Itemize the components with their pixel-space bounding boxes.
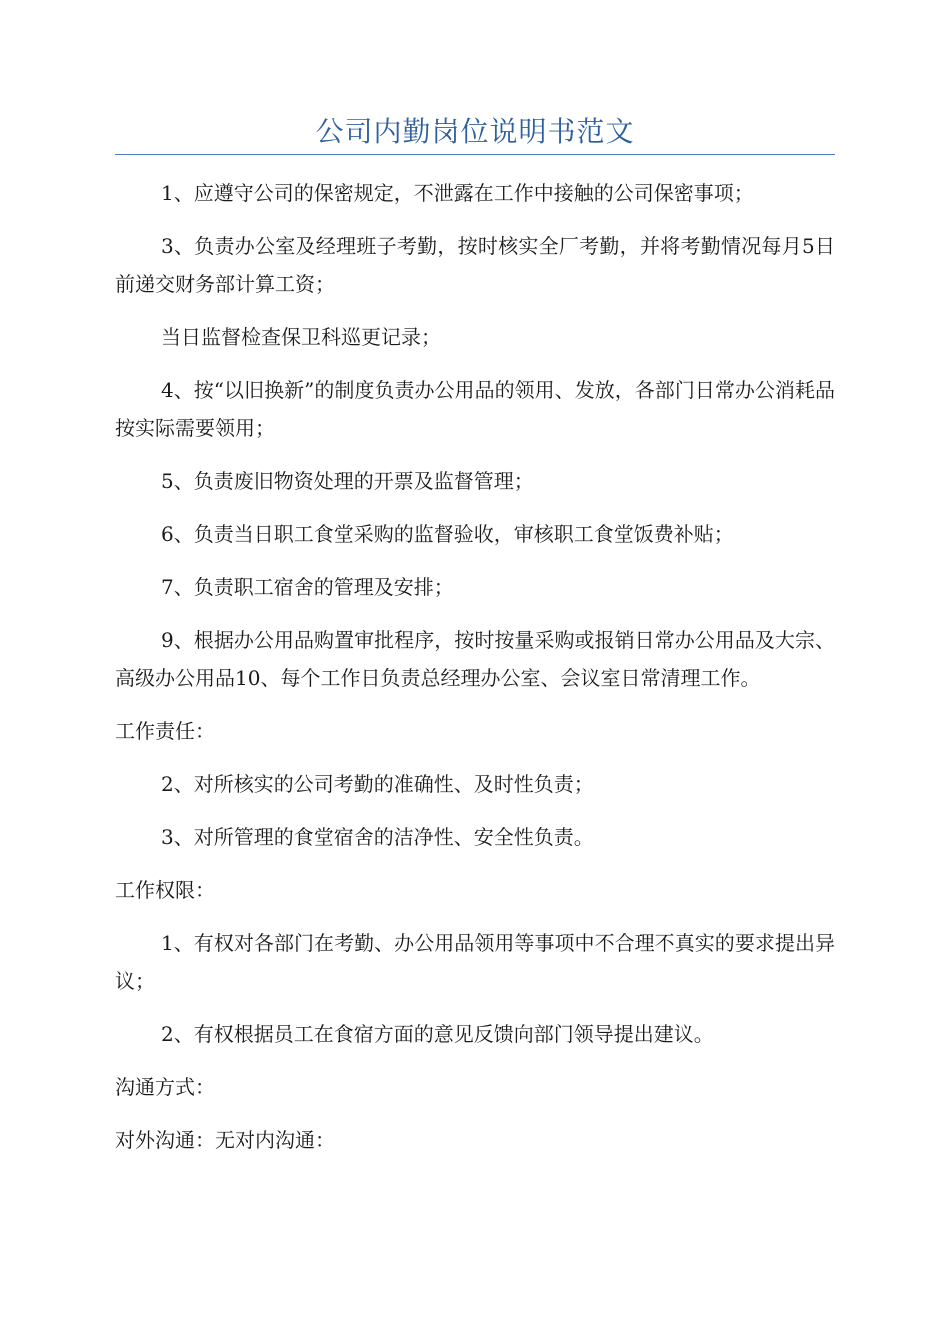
document-body: [115, 174, 835, 1174]
paragraph: 对外沟通：无对内沟通：: [115, 1128, 335, 1152]
section-heading-responsibility: 工作责任：: [115, 719, 215, 743]
document-title: 公司内勤岗位说明书范文: [315, 115, 635, 148]
paragraph: 1、应遵守公司的保密规定，不泄露在工作中接触的公司保密事项；: [161, 181, 754, 205]
paragraph: 4、按“以旧换新”的制度负责办公用品的领用、发放，各部门日常办公消耗品按实际需要领用；: [115, 378, 835, 440]
paragraph: 7、负责职工宿舍的管理及安排；: [161, 575, 454, 599]
title-underline: [115, 154, 835, 155]
paragraph: 2、有权根据员工在食宿方面的意见反馈向部门领导提出建议。: [161, 1022, 714, 1046]
paragraph: 5、负责废旧物资处理的开票及监督管理；: [161, 469, 534, 493]
paragraph: 1、有权对各部门在考勤、办公用品领用等事项中不合理不真实的要求提出异议；: [115, 931, 835, 993]
section-heading-communication: 沟通方式：: [115, 1075, 215, 1099]
paragraph: 当日监督检查保卫科巡更记录；: [161, 325, 441, 349]
paragraph: 3、对所管理的食堂宿舍的洁净性、安全性负责。: [161, 825, 594, 849]
title-block: [115, 112, 835, 152]
section-heading-authority: 工作权限：: [115, 878, 215, 902]
paragraph: 9、根据办公用品购置审批程序，按时按量采购或报销日常办公用品及大宗、高级办公用品10、每个工作日负责总经理办公室、会议室日常清理工作。: [115, 628, 835, 690]
paragraph: 6、负责当日职工食堂采购的监督验收，审核职工食堂饭费补贴；: [161, 522, 734, 546]
paragraph: 3、负责办公室及经理班子考勤，按时核实全厂考勤，并将考勤情况每月5日前递交财务部计算工资；: [115, 234, 835, 296]
paragraph: 2、对所核实的公司考勤的准确性、及时性负责；: [161, 772, 594, 796]
